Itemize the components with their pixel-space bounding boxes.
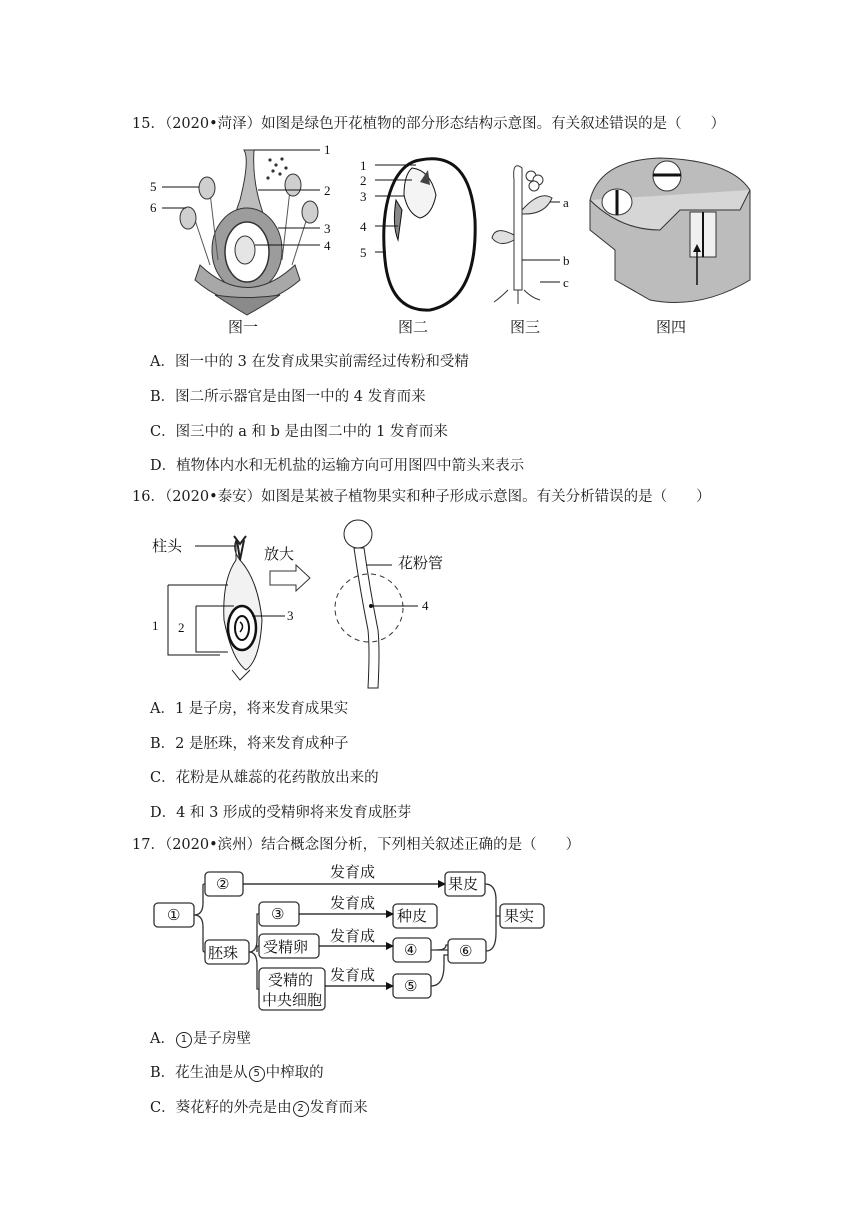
fig1-label-4: 4: [324, 238, 331, 253]
circled-number: 1: [176, 1032, 192, 1048]
concept-node-3: ③: [271, 905, 285, 923]
q16-stem: 16．（2020•泰安）如图是某被子植物果实和种子形成示意图。有关分析错误的是（ ）: [132, 489, 711, 505]
q15-figures: [0, 140, 860, 370]
label-2: 2: [178, 620, 185, 635]
q17-option-c-prefix: C．葵花籽的外壳是由: [150, 1100, 292, 1116]
fig1-label-6: 6: [150, 200, 157, 215]
figure-4-stem-section: [590, 158, 750, 336]
q17-stem: 17．（2020•滨州）结合概念图分析，下列相关叙述正确的是（ ）: [132, 837, 581, 853]
concept-node-6: ⑥: [459, 942, 473, 960]
concept-node-central-cell-2: 中央细胞: [262, 991, 323, 1009]
figure-1-flower: [150, 142, 331, 336]
pollen-tube-drawing: [335, 520, 403, 688]
figure-2-seed: [360, 158, 475, 336]
q16-option-a[interactable]: A．1 是子房，将来发育成果实: [150, 701, 349, 717]
fig1-label-3: 3: [324, 221, 331, 236]
arrow-label-develop-4: 发育成: [330, 966, 376, 984]
concept-node-1: ①: [167, 906, 181, 924]
fig2-label-2: 2: [360, 173, 367, 188]
caption-fig3: 图三: [510, 318, 541, 336]
fig3-label-a: a: [563, 195, 569, 210]
concept-node-pericarp: 果皮: [448, 875, 479, 893]
q17-option-a[interactable]: [150, 1027, 251, 1048]
q17-option-a-prefix: A．: [150, 1031, 175, 1047]
caption-fig1: 图一: [228, 318, 259, 336]
concept-node-fruit: 果实: [504, 907, 535, 925]
label-enlarge: 放大: [264, 545, 295, 563]
label-3: 3: [287, 608, 294, 623]
q17-option-c-text: 发育而来: [309, 1100, 368, 1116]
concept-node-fertilized-egg: 受精卵: [263, 938, 309, 956]
q15-stem: 15．（2020•菏泽）如图是绿色开花植物的部分形态结构示意图。有关叙述错误的是（ ）: [132, 116, 726, 132]
fig2-label-1: 1: [360, 158, 367, 173]
q15-option-d[interactable]: D．植物体内水和无机盐的运输方向可用图四中箭头来表示: [150, 458, 525, 474]
fig3-label-c: c: [563, 275, 569, 290]
concept-node-2: ②: [216, 875, 230, 893]
fig1-label-5: 5: [150, 179, 157, 194]
q16-option-d[interactable]: D．4 和 3 形成的受精卵将来发育成胚芽: [150, 805, 412, 821]
q17-option-b-prefix: B．花生油是从: [150, 1065, 248, 1081]
fig1-label-1: 1: [324, 142, 331, 157]
q15-option-b[interactable]: B．图二所示器官是由图一中的 4 发育而来: [150, 389, 426, 405]
q15-option-a[interactable]: A．图一中的 3 在发育成果实前需经过传粉和受精: [150, 354, 469, 370]
circled-number: 5: [249, 1066, 265, 1082]
concept-node-central-cell-1: 受精的: [268, 971, 314, 989]
caption-fig4: 图四: [656, 318, 687, 336]
fig2-label-5: 5: [360, 245, 367, 260]
q16-option-c[interactable]: C．花粉是从雄蕊的花药散放出来的: [150, 770, 379, 786]
fig1-label-2: 2: [324, 183, 331, 198]
arrow-label-develop-2: 发育成: [330, 894, 376, 912]
fig2-label-3: 3: [360, 189, 367, 204]
q17-option-b-text: 中榨取的: [265, 1065, 324, 1081]
pistil-drawing: [224, 536, 262, 680]
label-4: 4: [422, 598, 429, 613]
caption-fig2: 图二: [398, 318, 429, 336]
q16-figure: [0, 510, 860, 690]
arrow-label-develop-3: 发育成: [330, 927, 376, 945]
label-pollen-tube: 花粉管: [398, 554, 444, 572]
q17-concept-map: [0, 855, 860, 1015]
circled-number: 2: [293, 1101, 309, 1117]
arrow-label-develop-1: 发育成: [330, 863, 376, 881]
concept-node-4: ④: [404, 941, 418, 959]
q16-option-b[interactable]: B．2 是胚珠，将来发育成种子: [150, 736, 349, 752]
q15-option-c[interactable]: C．图三中的 a 和 b 是由图二中的 1 发育而来: [150, 424, 448, 440]
figure-3-seedling: [492, 166, 570, 336]
fig3-label-b: b: [563, 253, 570, 268]
label-stigma: 柱头: [152, 537, 183, 555]
q17-option-c[interactable]: [150, 1096, 368, 1117]
q17-option-b[interactable]: [150, 1061, 324, 1082]
label-1: 1: [152, 618, 159, 633]
concept-node-seed-coat: 种皮: [397, 907, 428, 925]
fig2-label-4: 4: [360, 219, 367, 234]
concept-node-5: ⑤: [404, 977, 418, 995]
concept-node-ovule: 胚珠: [208, 944, 239, 962]
q17-option-a-text: 是子房壁: [192, 1031, 251, 1047]
